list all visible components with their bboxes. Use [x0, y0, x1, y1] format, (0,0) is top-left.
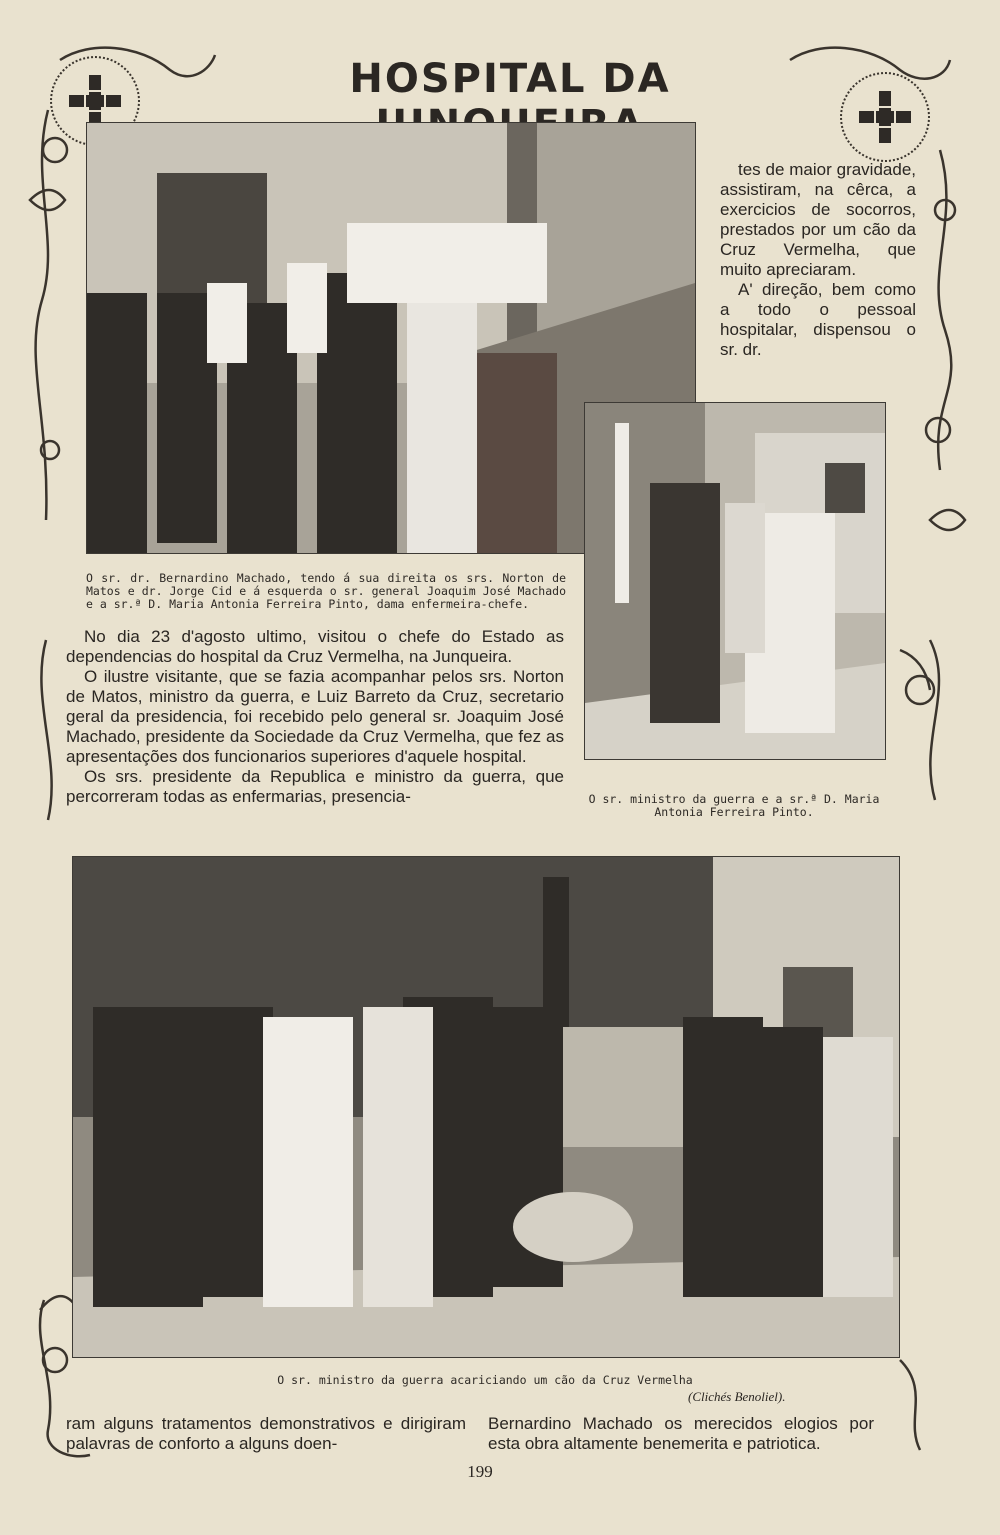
article-paragraph: Bernardino Machado os merecidos elogios por esta obra altamente benemerita e patriotica.: [488, 1414, 874, 1453]
photo-credit: (Clichés Benoliel).: [688, 1389, 786, 1404]
photo-minister-nurse: [584, 402, 886, 760]
cross-icon: [853, 85, 917, 149]
article-paragraph: No dia 23 d'agosto ultimo, visitou o chefe do Estado as dependencias do hospital da Cruz Vermelha, na Junqueira.: [66, 627, 564, 666]
article-paragraph: O ilustre visitante, que se fazia acompanhar pelos srs. Norton de Matos, ministro da guerra, e Luiz Barreto da Cruz, secretario geral da presidencia, foi recebido pelo general sr. Joaquim José Machado, presidente da Sociedade da Cruz Vermelha, que fez as apresentações dos funcionarios superiores d'aquele hospital.: [66, 667, 564, 766]
article-bottom-right: [488, 1414, 874, 1454]
caption-visit-group: O sr. dr. Bernardino Machado, tendo á sua direita os srs. Norton de Matos e dr. Jorge Cid e á esquerda o sr. general Joaquim José Machado e a sr.ª D. Maria Antonia Ferreira Pinto, dama enfermeira-chefe.: [86, 571, 566, 611]
page-title: HOSPITAL DA: [349, 56, 671, 102]
page-number: 199: [467, 1462, 493, 1481]
red-cross-emblem-right: [840, 72, 930, 162]
article-text-direction: A' direção, bem como a todo o pessoal hospitalar, dispensou o sr. dr.: [720, 280, 916, 359]
article-bottom-left: [66, 1414, 466, 1454]
article-body: [66, 627, 564, 807]
article-paragraph: ram alguns tratamentos demonstrativos e dirigiram palavras de conforto a alguns doen-: [66, 1414, 466, 1453]
photo-minister-dog: [72, 856, 900, 1358]
article-right-column: [720, 160, 916, 360]
caption-minister-dog: O sr. ministro da guerra acariciando um cão da Cruz Vermelha: [277, 1373, 693, 1387]
article-paragraph: Os srs. presidente da Republica e ministro da guerra, que percorreram todas as enfermarias, presencia-: [66, 767, 564, 806]
caption-minister-nurse: O sr. ministro da guerra e a sr.ª D. Maria Antonia Ferreira Pinto.: [588, 792, 880, 819]
article-text-continued: tes de maior gravidade, assistiram, na cêrca, a exercicios de socorros, prestados por um cão da Cruz Vermelha, que muito apreciaram.: [720, 160, 916, 279]
